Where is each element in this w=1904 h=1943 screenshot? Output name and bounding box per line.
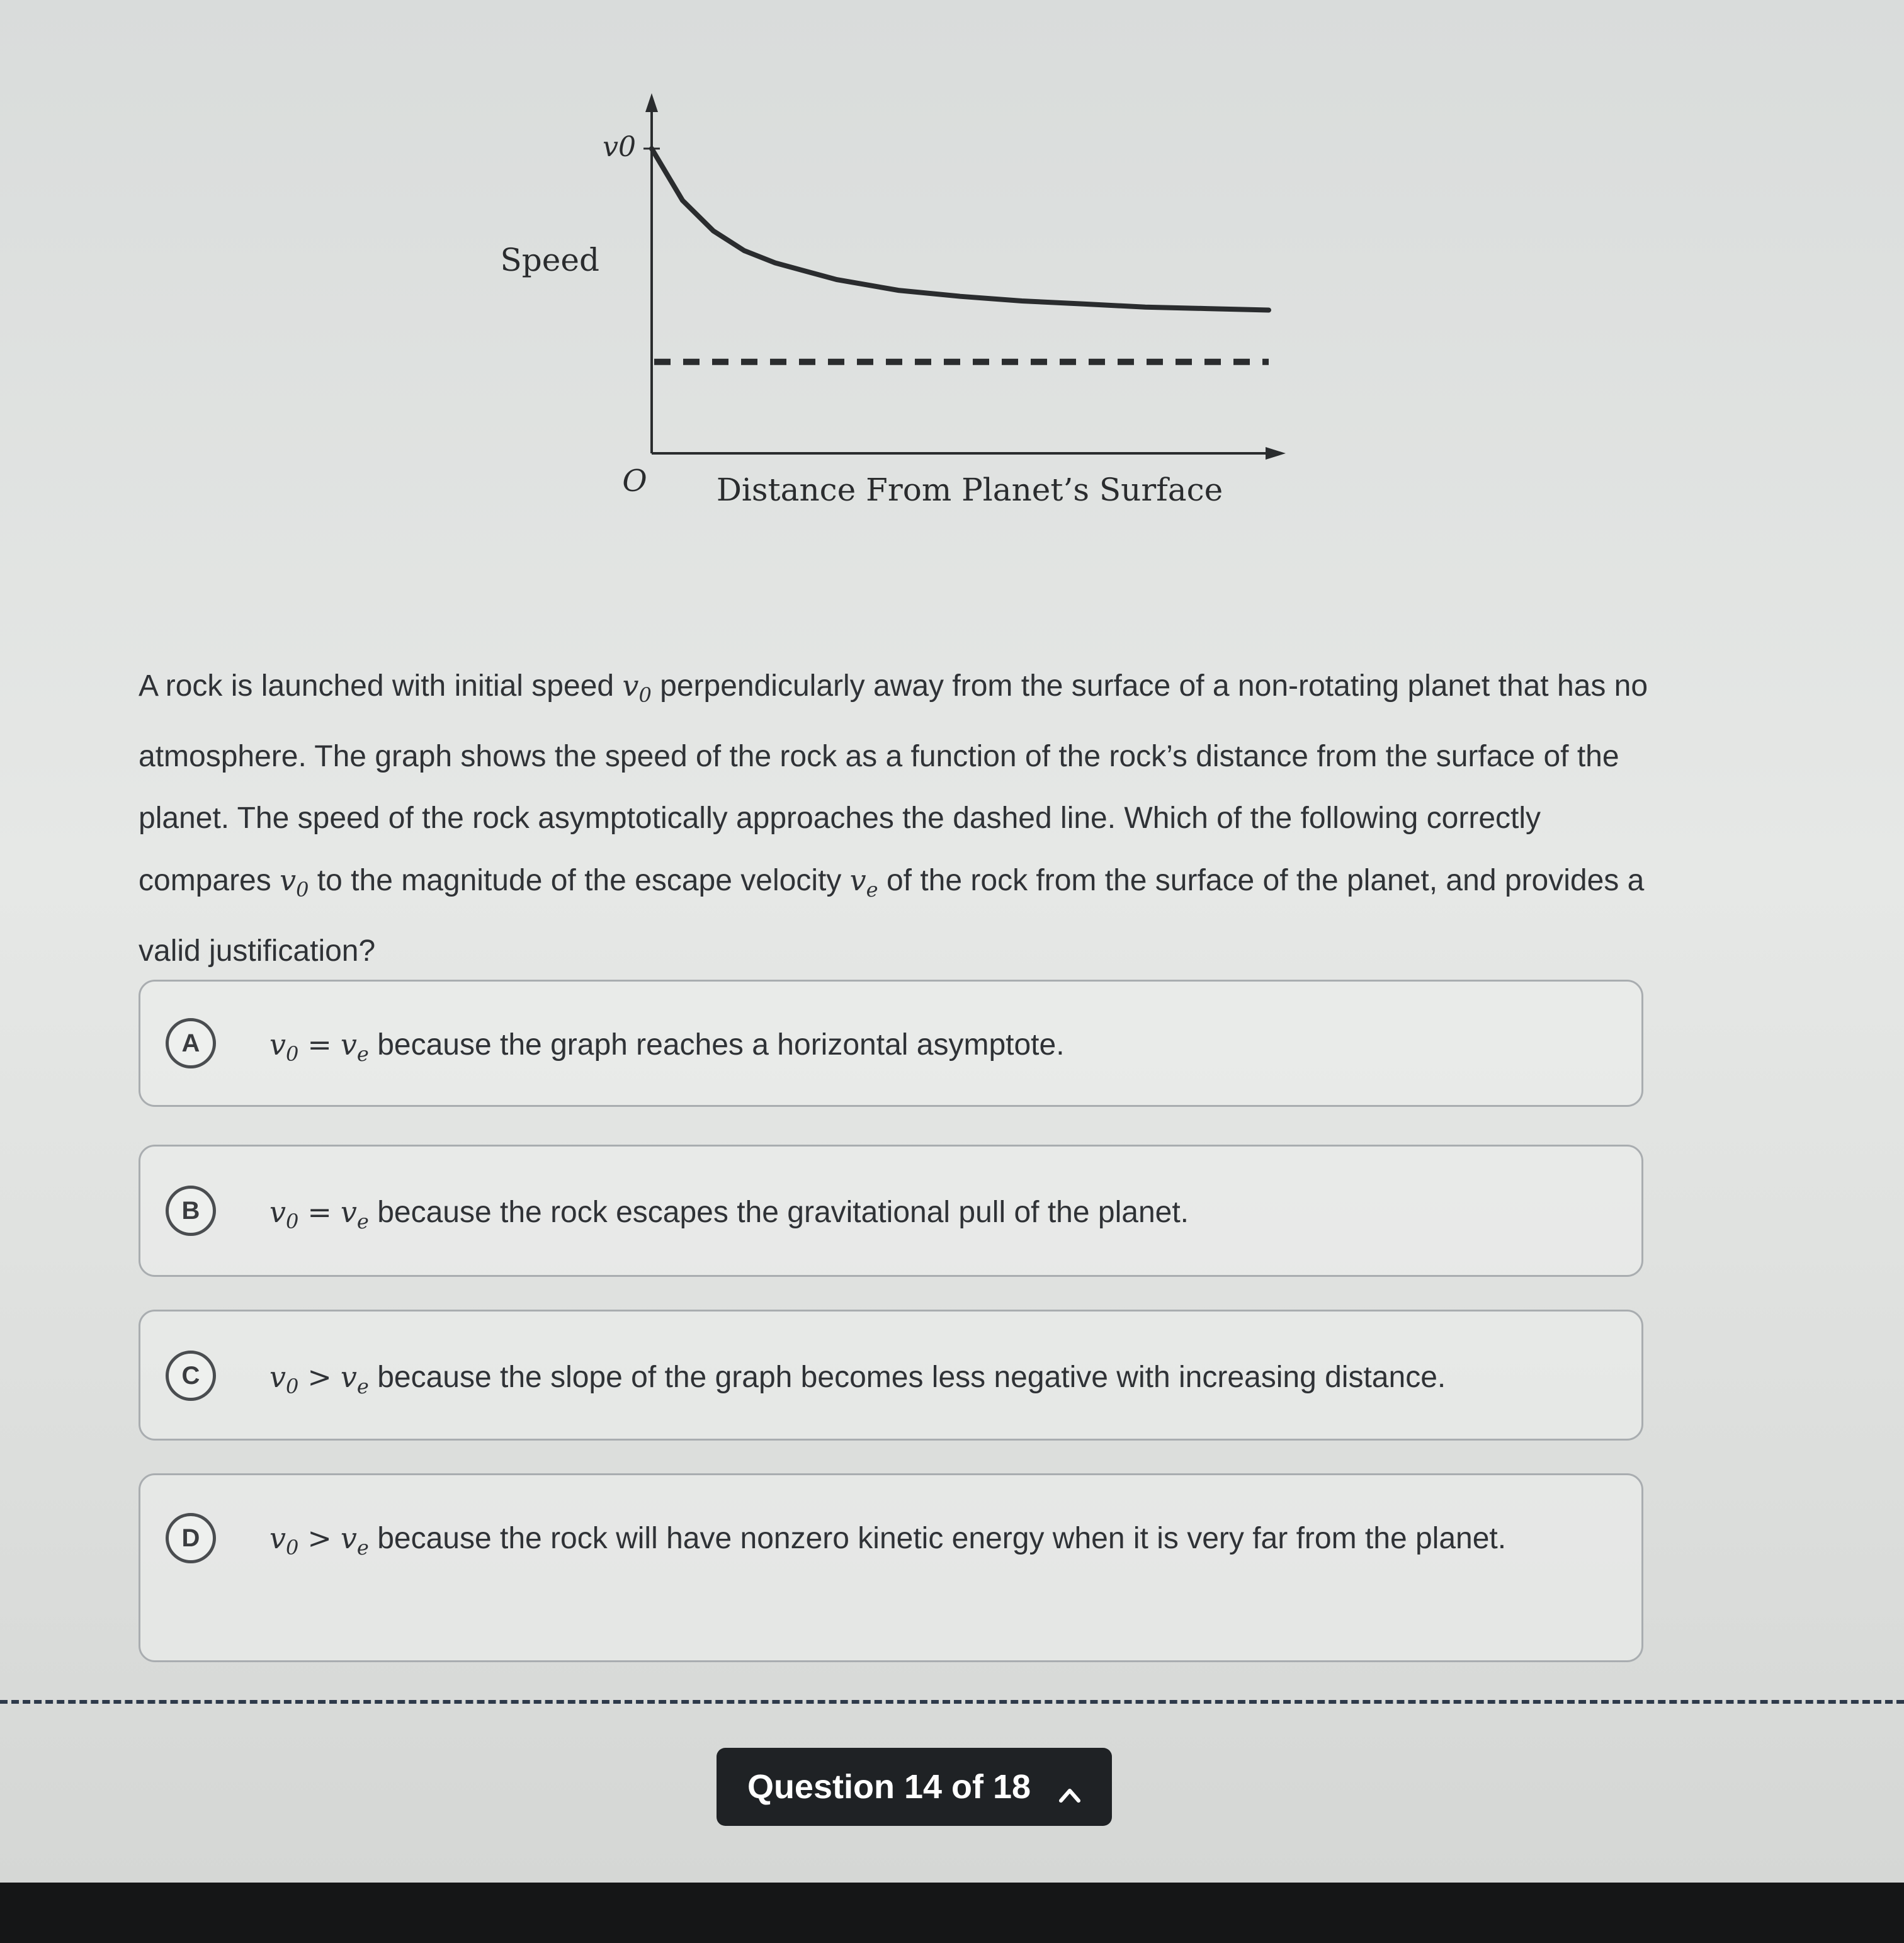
option-letter-c: C [166, 1351, 216, 1401]
y-axis-label: Speed [500, 242, 599, 278]
speed-distance-graph [479, 82, 1322, 535]
answer-option-d[interactable] [139, 1473, 1643, 1662]
option-letter-b: B [166, 1186, 216, 1236]
x-axis-label: Distance From Planet’s Surface [716, 472, 1223, 508]
option-letter-a: A [166, 1018, 216, 1068]
question-part-2: perpendicularly away from the surface of a non-rotating planet that has no atmosphere. The graph shows the speed of the rock as a function of the rock’s distance from the surface of the planet. The speed of the rock asymptotically approaches the dashed line. Which of the following correctly compares [139, 669, 1648, 898]
ve-symbol: $v_e$ [849, 863, 878, 902]
answer-option-a[interactable] [139, 980, 1643, 1107]
question-text [139, 655, 1650, 982]
section-divider [0, 1700, 1904, 1704]
question-part-3: to the magnitude of the escape velocity [317, 864, 842, 898]
question-navigator-button[interactable] [717, 1748, 1112, 1826]
option-letter-d: D [166, 1513, 216, 1563]
option-text-c: $v_0 > v_e$ because the slope of the graph becomes less negative with increasing distance. [269, 1360, 1446, 1399]
question-counter: Question 14 of 18 [747, 1768, 1031, 1806]
answer-option-b[interactable] [139, 1145, 1643, 1277]
question-part-1: A rock is launched with initial speed [139, 669, 615, 703]
chevron-up-icon [1058, 1776, 1081, 1798]
y-axis-arrow [645, 93, 658, 112]
speed-curve [652, 149, 1269, 310]
answer-option-c[interactable] [139, 1310, 1643, 1441]
origin-label: O [622, 463, 647, 499]
x-axis-arrow [1266, 447, 1286, 460]
question-part-4: of the rock from the surface of the planet, and provides a valid justification? [139, 864, 1645, 968]
option-text-d: $v_0 > v_e$ because the rock will have nonzero kinetic energy when it is very far from the planet. [269, 1521, 1507, 1560]
screen-bottom-bezel [0, 1883, 1904, 1943]
v0-symbol: $v_0$ [280, 863, 309, 902]
option-text-b: $v_0 = v_e$ because the rock escapes the gravitational pull of the planet. [269, 1195, 1189, 1234]
option-text-a: $v_0 = v_e$ because the graph reaches a horizontal asymptote. [269, 1028, 1065, 1067]
v0-symbol: $v_0$ [622, 669, 652, 708]
y-tick-label: v0 [603, 131, 636, 163]
